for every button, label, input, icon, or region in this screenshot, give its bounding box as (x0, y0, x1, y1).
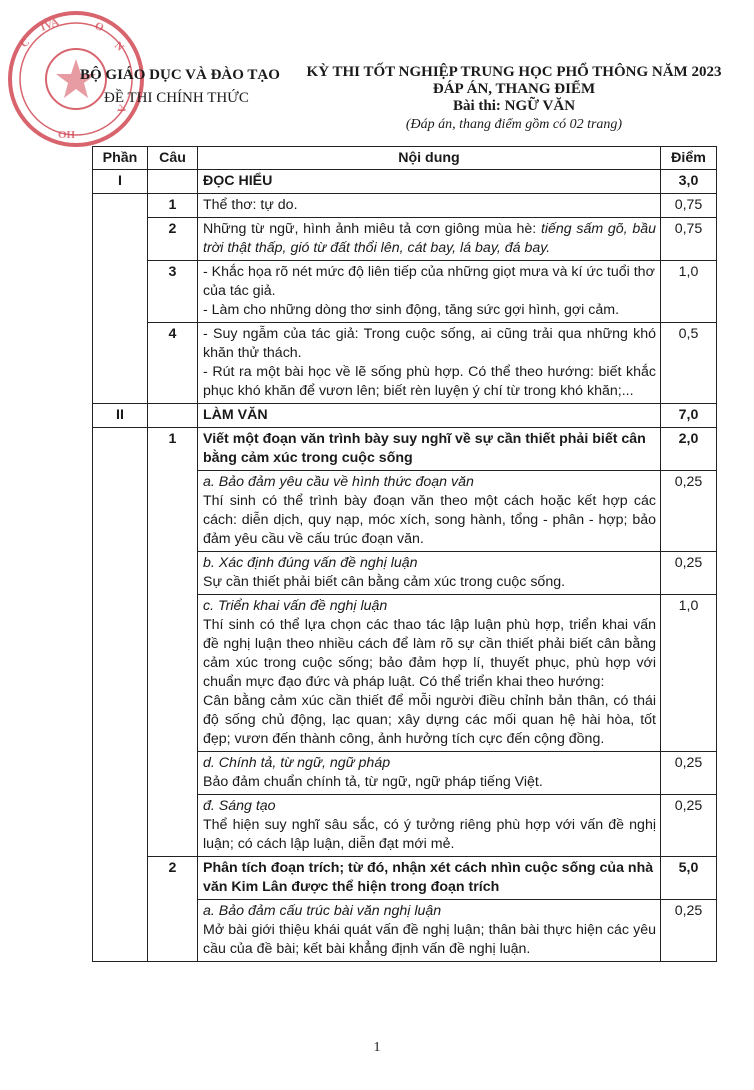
question-title: Viết một đoạn văn trình bày suy nghĩ về sự cần thiết phải biết cân bằng cảm xúc trong cuộc sống (198, 428, 661, 471)
subject-line (296, 98, 732, 115)
section-score: 7,0 (661, 404, 717, 428)
svg-text:O: O (92, 19, 106, 35)
answer-text (198, 323, 661, 404)
answer-score: 0,75 (661, 218, 717, 261)
criterion-text: Mở bài giới thiệu khái quát vấn đề nghị luận; thân bài thực hiện các yêu cầu của đề bài; kết bài khẳng định vấn đề nghị luận. (203, 922, 656, 957)
table-row (93, 218, 717, 261)
subject-label: Bài thi: (452, 98, 501, 114)
question-number: 1 (148, 428, 198, 857)
issuing-organization (80, 64, 290, 110)
criterion-text: Cân bằng cảm xúc cần thiết để mỗi người điều chỉnh bản thân, có thái độ sống chủ động, lạc quan; xây dựng các mối quan hệ hài hòa, tốt đẹp; vươn đến thành công, ảnh hưởng tích cực đến cộng đồng. (203, 693, 656, 747)
question-number: 1 (148, 194, 198, 218)
section-score: 3,0 (661, 170, 717, 194)
criterion-score: 0,25 (661, 552, 717, 595)
section-row (93, 404, 717, 428)
criterion (198, 595, 661, 752)
answer-point: - Rút ra một bài học về lẽ sống phù hợp. Có thể theo hướng: biết khắc phục khó khăn để vươn lên; biết rèn luyện ý chí từ trong khó khăn;... (203, 364, 656, 399)
criterion-title: a. Bảo đảm yêu cầu về hình thức đoạn văn (203, 474, 474, 490)
section-part: II (93, 404, 148, 428)
ministry-name: BỘ GIÁO DỤC VÀ ĐÀO TẠO (80, 67, 280, 83)
criterion (198, 552, 661, 595)
answer-text-quote: tiếng sấm gõ, bầu trời thật thấp, gió từ đất thổi lên, cát bay, lá bay, đá bay. (203, 221, 656, 256)
svg-text:C: C (18, 35, 33, 51)
table-header-row (93, 147, 717, 170)
svg-text:A: A (114, 102, 129, 115)
section-title: LÀM VĂN (198, 404, 661, 428)
header-score: Điểm (661, 147, 717, 170)
criterion-text: Thí sinh có thể trình bày đoạn văn theo một cách hoặc kết hợp các cách: diễn dịch, quy nạp, móc xích, song hành, tổng - phân - hợp; bảo đảm yêu cầu về cấu trúc đoạn văn. (203, 493, 656, 547)
question-title: Phân tích đoạn trích; từ đó, nhận xét cách nhìn cuộc sống của nhà văn Kim Lân được thể hiện trong đoạn trích (198, 857, 661, 900)
answer-point: - Khắc họa rõ nét mức độ liên tiếp của những giọt mưa và kí ức tuổi thơ của tác giả. (203, 264, 655, 299)
question-number: 4 (148, 323, 198, 404)
section-title: ĐỌC HIỂU (198, 170, 661, 194)
official-label: ĐỀ THI CHÍNH THỨC (104, 90, 249, 106)
svg-text:OH: OH (58, 129, 76, 141)
table-row (93, 428, 717, 471)
criterion-text: Bảo đảm chuẩn chính tả, từ ngữ, ngữ pháp tiếng Việt. (203, 774, 543, 790)
table-row (93, 857, 717, 900)
question-number: 3 (148, 261, 198, 323)
answer-score: 0,5 (661, 323, 717, 404)
page-count-note: (Đáp án, thang điểm gồm có 02 trang) (405, 117, 623, 132)
empty-cell (93, 194, 148, 404)
criterion-title: d. Chính tả, từ ngữ, ngữ pháp (203, 755, 391, 771)
criterion-title: a. Bảo đảm cấu trúc bài văn nghị luận (203, 903, 442, 919)
criterion-score: 0,25 (661, 752, 717, 795)
criterion (198, 795, 661, 857)
criterion-text: Thí sinh có thể lựa chọn các thao tác lập luận phù hợp, triển khai vấn đề nghị luận theo nhiều cách để làm rõ sự cần thiết phải biết cân bằng cảm xúc trong cuộc sống; bảo đảm hợp lí, thuyết phục, phù hợp với chuẩn mực đạo đức và pháp luật. Có thể triển khai theo hướng: (203, 617, 656, 690)
criterion (198, 900, 661, 962)
header-part: Phần (93, 147, 148, 170)
answer-title: ĐÁP ÁN, THANG ĐIỂM (432, 81, 596, 97)
question-score: 2,0 (661, 428, 717, 471)
empty-cell (93, 428, 148, 962)
page-number: 1 (373, 1040, 381, 1055)
answer-text (198, 218, 661, 261)
subject-name: NGỮ VĂN (504, 98, 576, 114)
answer-point: - Suy ngẫm của tác giả: Trong cuộc sống, ai cũng trải qua những khó khăn thử thách. (203, 326, 656, 361)
exam-title: KỲ THI TỐT NGHIỆP TRUNG HỌC PHỔ THÔNG NĂM 2023 (306, 64, 722, 80)
header-content: Nội dung (198, 147, 661, 170)
section-part: I (93, 170, 148, 194)
criterion (198, 471, 661, 552)
answer-text: Thể thơ: tự do. (198, 194, 661, 218)
svg-text:N: N (111, 39, 126, 54)
answer-score: 0,75 (661, 194, 717, 218)
answer-text (198, 261, 661, 323)
header-question: Câu (148, 147, 198, 170)
answer-key-table (92, 146, 717, 962)
criterion-score: 0,25 (661, 795, 717, 857)
criterion-title: c. Triển khai vấn đề nghị luận (203, 598, 388, 614)
table-row (93, 194, 717, 218)
question-score: 5,0 (661, 857, 717, 900)
criterion-score: 0,25 (661, 900, 717, 962)
answer-text-lead: Những từ ngữ, hình ảnh miêu tả cơn giông mùa hè: (203, 221, 541, 237)
empty-cell (148, 404, 198, 428)
table-row (93, 323, 717, 404)
criterion-title: đ. Sáng tạo (203, 798, 276, 814)
criterion-title: b. Xác định đúng vấn đề nghị luận (203, 555, 418, 571)
criterion (198, 752, 661, 795)
criterion-text: Sự cần thiết phải biết cân bằng cảm xúc trong cuộc sống. (203, 574, 566, 590)
criterion-score: 0,25 (661, 471, 717, 552)
question-number: 2 (148, 218, 198, 261)
question-number: 2 (148, 857, 198, 962)
answer-score: 1,0 (661, 261, 717, 323)
empty-cell (148, 170, 198, 194)
criterion-text: Thể hiện suy nghĩ sâu sắc, có ý tưởng riêng phù hợp với vấn đề nghị luận; có cách lập luận, diễn đạt mới mẻ. (203, 817, 656, 852)
answer-point: - Làm cho những dòng thơ sinh động, tăng sức gợi hình, gợi cảm. (203, 302, 620, 318)
criterion-score: 1,0 (661, 595, 717, 752)
table-row (93, 261, 717, 323)
exam-heading (296, 64, 732, 133)
section-row (93, 170, 717, 194)
svg-text:IVA: IVA (38, 16, 61, 34)
